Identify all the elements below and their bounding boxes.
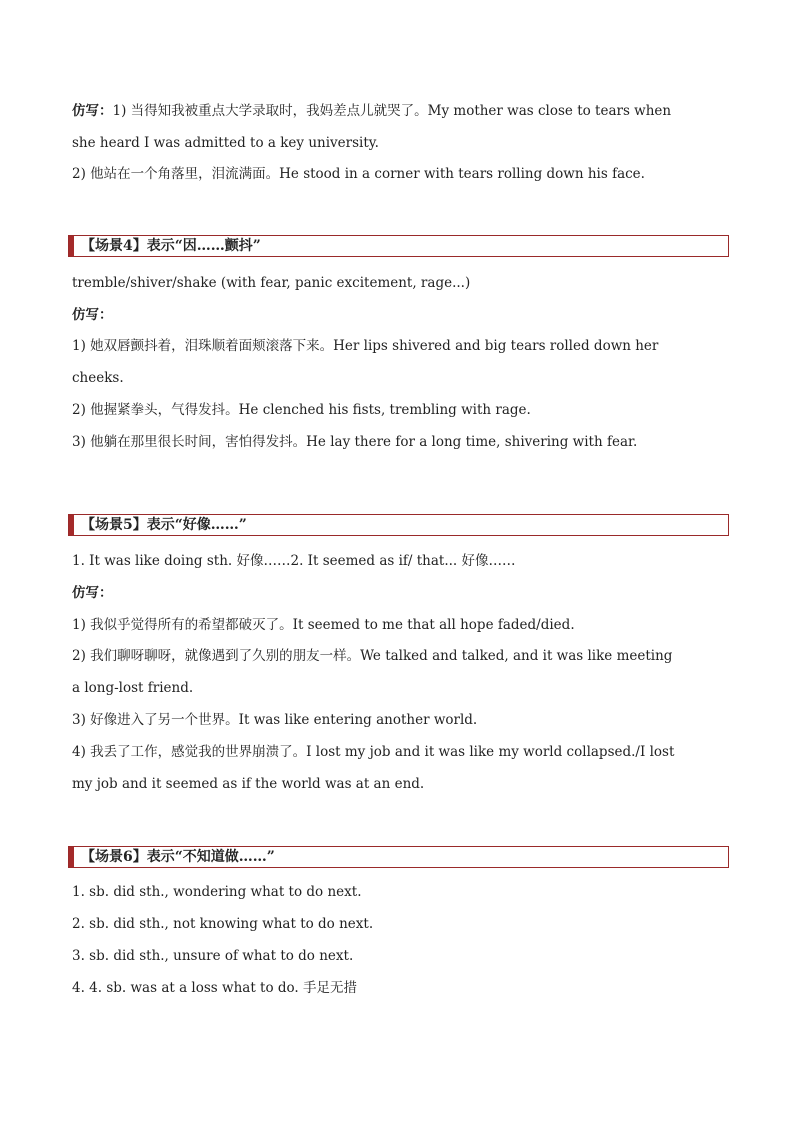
practice-line: a long-lost friend. (72, 680, 194, 696)
heading-accent-bar (69, 847, 74, 867)
scene-5-heading (68, 514, 729, 536)
practice-line: my job and it seemed as if the world was at an end. (72, 776, 425, 792)
practice-line: she heard I was admitted to a key university. (72, 135, 379, 151)
scene-5-title: 【场景5】表示“好像……” (81, 517, 247, 533)
scene-6-heading (68, 846, 729, 868)
practice-line: 2) 他站在一个角落里，泪流满面。He stood in a corner with tears rolling down his face. (72, 166, 645, 182)
practice-line: cheeks. (72, 370, 124, 386)
scene-4-title: 【场景4】表示“因……颤抖” (81, 238, 261, 254)
list-item: 4. 4. sb. was at a loss what to do. 手足无措 (72, 980, 357, 996)
heading-accent-bar (69, 515, 74, 535)
list-item: 3. sb. did sth., unsure of what to do next. (72, 948, 354, 964)
list-item: 1. sb. did sth., wondering what to do next. (72, 884, 362, 900)
practice-label: 仿写： (72, 585, 113, 601)
heading-accent-bar (69, 236, 74, 256)
list-item: 2. sb. did sth., not knowing what to do next. (72, 916, 374, 932)
scene-4-heading (68, 235, 729, 257)
practice-line: 1) 我似乎觉得所有的希望都破灭了。It seemed to me that all hope faded/died. (72, 617, 575, 633)
scene-6-title: 【场景6】表示“不知道做……” (81, 849, 275, 865)
practice-line: 4) 我丢了工作，感觉我的世界崩溃了。I lost my job and it was like my world collapsed./I lost (72, 744, 675, 760)
scene-4-phrase: tremble/shiver/shake (with fear, panic excitement, rage...) (72, 275, 471, 291)
scene-5-phrase: 1. It was like doing sth. 好像……2. It seemed as if/ that... 好像…… (72, 553, 516, 569)
practice-line: 2) 我们聊呀聊呀，就像遇到了久别的朋友一样。We talked and talked, and it was like meeting (72, 648, 673, 664)
practice-line: 3) 他躺在那里很长时间，害怕得发抖。He lay there for a long time, shivering with fear. (72, 434, 638, 450)
practice-line: 3) 好像进入了另一个世界。It was like entering another world. (72, 712, 478, 728)
practice-line (72, 101, 732, 121)
practice-line: 1) 她双唇颤抖着，泪珠顺着面颊滚落下来。Her lips shivered and big tears rolled down her (72, 338, 659, 354)
practice-label: 仿写： (72, 307, 113, 323)
practice-line: 2) 他握紧拳头，气得发抖。He clenched his fists, trembling with rage. (72, 402, 531, 418)
practice-label: 仿写： (72, 103, 113, 119)
practice-text: 1) 当得知我被重点大学录取时，我妈差点儿就哭了。My mother was close to tears when (112, 103, 672, 119)
